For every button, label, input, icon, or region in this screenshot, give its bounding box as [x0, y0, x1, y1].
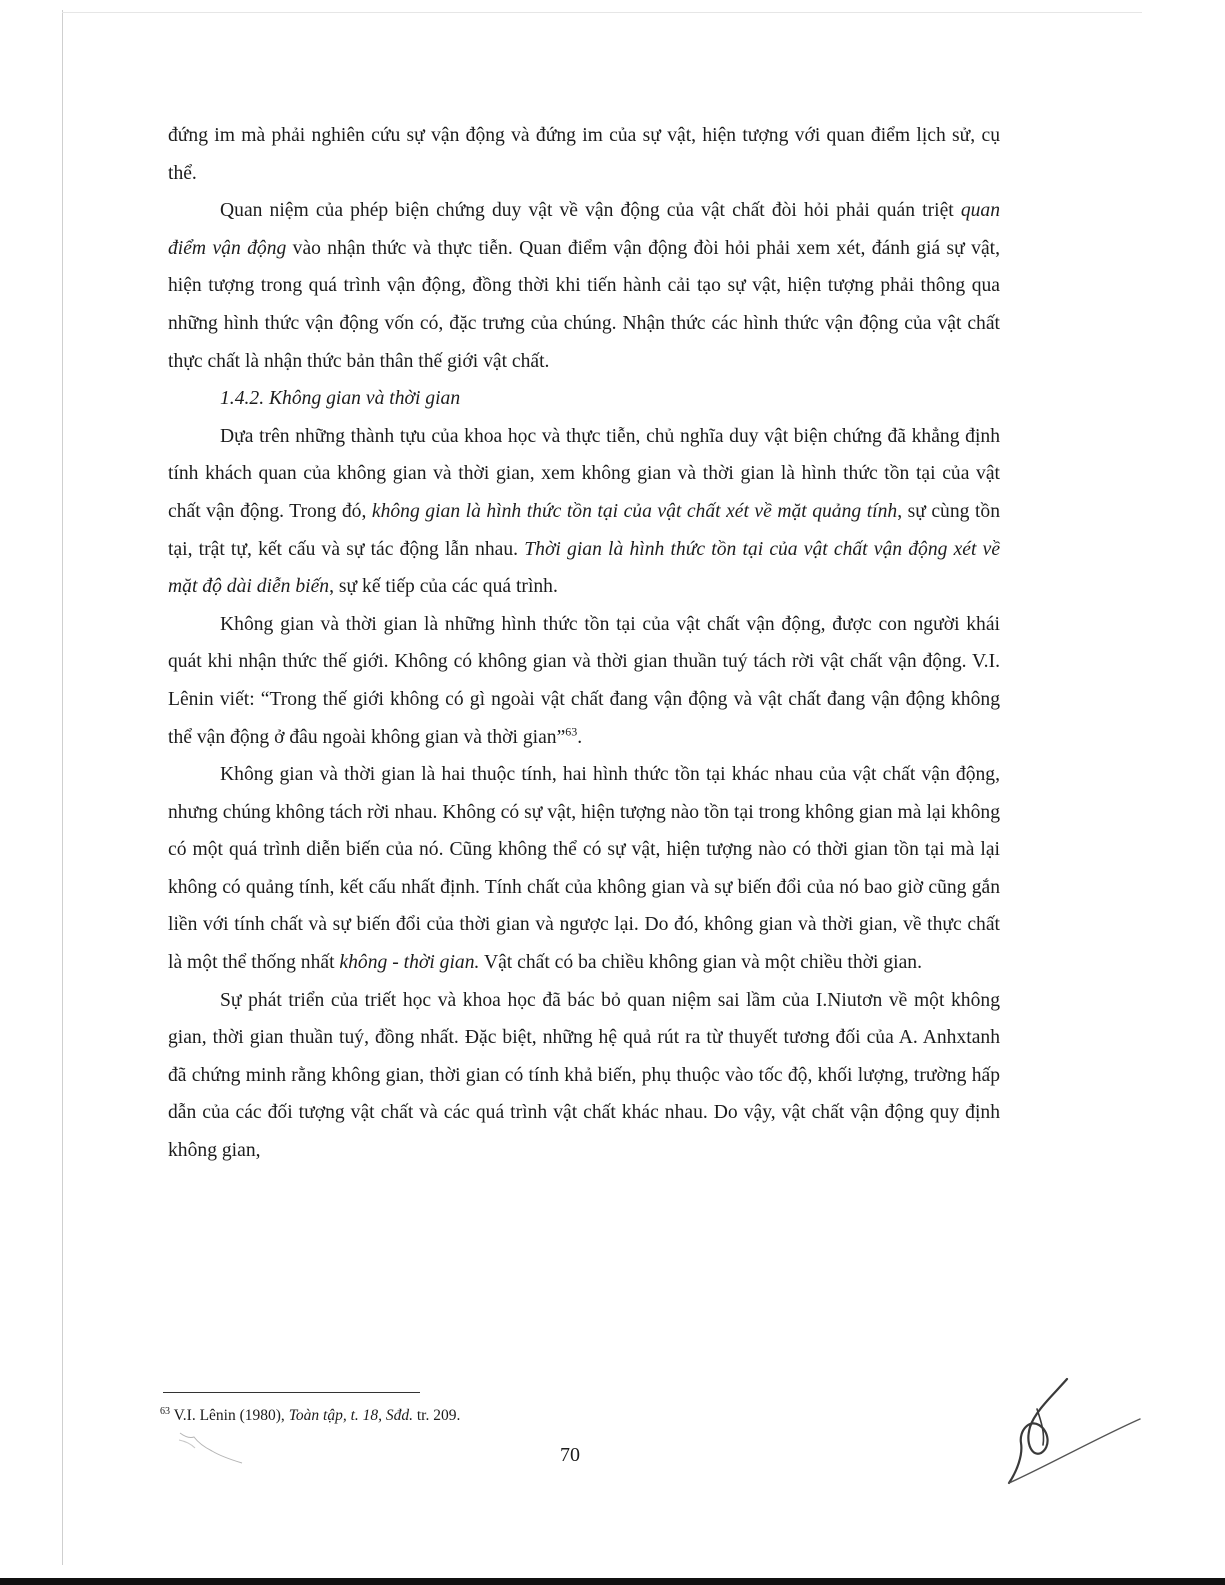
footnote-reference: 63 — [565, 723, 578, 738]
page-number: 70 — [560, 1444, 580, 1466]
text-run: Quan niệm của phép biện chứng duy vật về vận động của vật chất đòi hỏi phải quán triệt — [220, 200, 961, 222]
scan-bottom-edge — [0, 1578, 1225, 1585]
page-edge-top — [62, 12, 1142, 13]
paragraph — [168, 982, 1000, 1170]
text-run: vào nhận thức và thực tiễn. Quan điểm vận động đòi hỏi phải xem xét, đánh giá sự vật, hiện tượng trong quá trình vận động, đồng thời khi tiến hành cải tạo sự vật, hiện tượng phải thông qua những hình thức vận động vốn có, đặc trưng của chúng. Nhận thức các hình thức vận động của vật chất thực chất là nhận thức bản thân thế giới vật chất. — [168, 237, 1000, 372]
emphasis-text: Thời gian là hình thức tồn tại của vật chất vận động xét về mặt độ dài diễn biến — [168, 538, 1001, 598]
body-text — [168, 117, 1000, 1170]
paragraph — [168, 117, 1000, 192]
paragraph — [168, 418, 1000, 606]
text-run: 1.4.2. Không gian và thời gian — [220, 388, 461, 410]
emphasis-text: Toàn tập, t. 18, Sđd. — [288, 1407, 413, 1424]
emphasis-text: không gian là hình thức tồn tại của vật chất xét về mặt quảng tính — [371, 500, 898, 522]
scan-smudge-mark — [175, 1428, 255, 1473]
section-heading — [168, 380, 1000, 418]
footnote — [160, 1406, 460, 1426]
emphasis-text: quan điểm vận động — [168, 200, 1000, 259]
emphasis-text: không - thời gian. — [339, 952, 480, 974]
text-run: tr. 209. — [413, 1407, 461, 1424]
footnote-number: 63 — [160, 1405, 170, 1417]
signature-mark — [995, 1375, 1145, 1495]
text-run: Vật chất có ba chiều không gian và một chiều thời gian. — [479, 952, 922, 974]
footnote-separator — [163, 1392, 420, 1393]
text-run: Dựa trên những thành tựu của khoa học và thực tiễn, chủ nghĩa duy vật biện chứng đã khẳng định tính khách quan của không gian và thời gian, xem không gian và thời gian là hình thức tồn tại của vật chất vận động. Trong đó, — [168, 425, 1000, 522]
paragraph — [168, 192, 1000, 380]
page-edge-left — [62, 10, 63, 1565]
text-run: , sự kế tiếp của các quá trình. — [329, 576, 558, 598]
text-run: Không gian và thời gian là hai thuộc tính, hai hình thức tồn tại khác nhau của vật chất vận động, nhưng chúng không tách rời nhau. Không có sự vật, hiện tượng nào tồn tại trong không gian mà lại không có một quá trình diễn biến của nó. Cũng không thể có sự vật, hiện tượng nào có thời gian tồn tại mà lại không có quảng tính, kết cấu nhất định. Tính chất của không gian và sự biến đổi của nó bao giờ cũng gắn liền với tính chất và sự biến đổi của thời gian và ngược lại. Do đó, không gian và thời gian, về thực chất là một thể thống nhất — [168, 764, 1000, 974]
text-run: Không gian và thời gian là những hình thức tồn tại của vật chất vận động, được con người khái quát khi nhận thức thế giới. Không có không gian và thời gian thuần tuý tách rời vật chất vận động. V.I. Lênin viết: “Trong thế giới không có gì ngoài vật chất đang vận động và vật chất đang vận động không thể vận động ở đâu ngoài không gian và thời gian” — [168, 613, 1000, 748]
text-run: . — [577, 726, 583, 748]
text-run: , sự cùng tồn tại, trật tự, kết cấu và sự tác động lẫn nhau. — [168, 500, 1000, 560]
text-run: đứng im mà phải nghiên cứu sự vận động và đứng im của sự vật, hiện tượng với quan điểm lịch sử, cụ thể. — [168, 125, 1000, 184]
text-run: Sự phát triển của triết học và khoa học đã bác bỏ quan niệm sai lầm của I.Niutơn về một không gian, thời gian thuần tuý, đồng nhất. Đặc biệt, những hệ quả rút ra từ thuyết tương đối của A. Anhxtanh đã chứng minh rằng không gian, thời gian có tính khả biến, phụ thuộc vào tốc độ, khối lượng, trường hấp dẫn của các đối tượng vật chất và các quá trình vật chất khác nhau. Do vậy, vật chất vận động quy định không gian, — [168, 989, 1000, 1162]
text-run: V.I. Lênin (1980), — [170, 1407, 289, 1424]
paragraph — [168, 606, 1000, 756]
paragraph — [168, 756, 1000, 982]
